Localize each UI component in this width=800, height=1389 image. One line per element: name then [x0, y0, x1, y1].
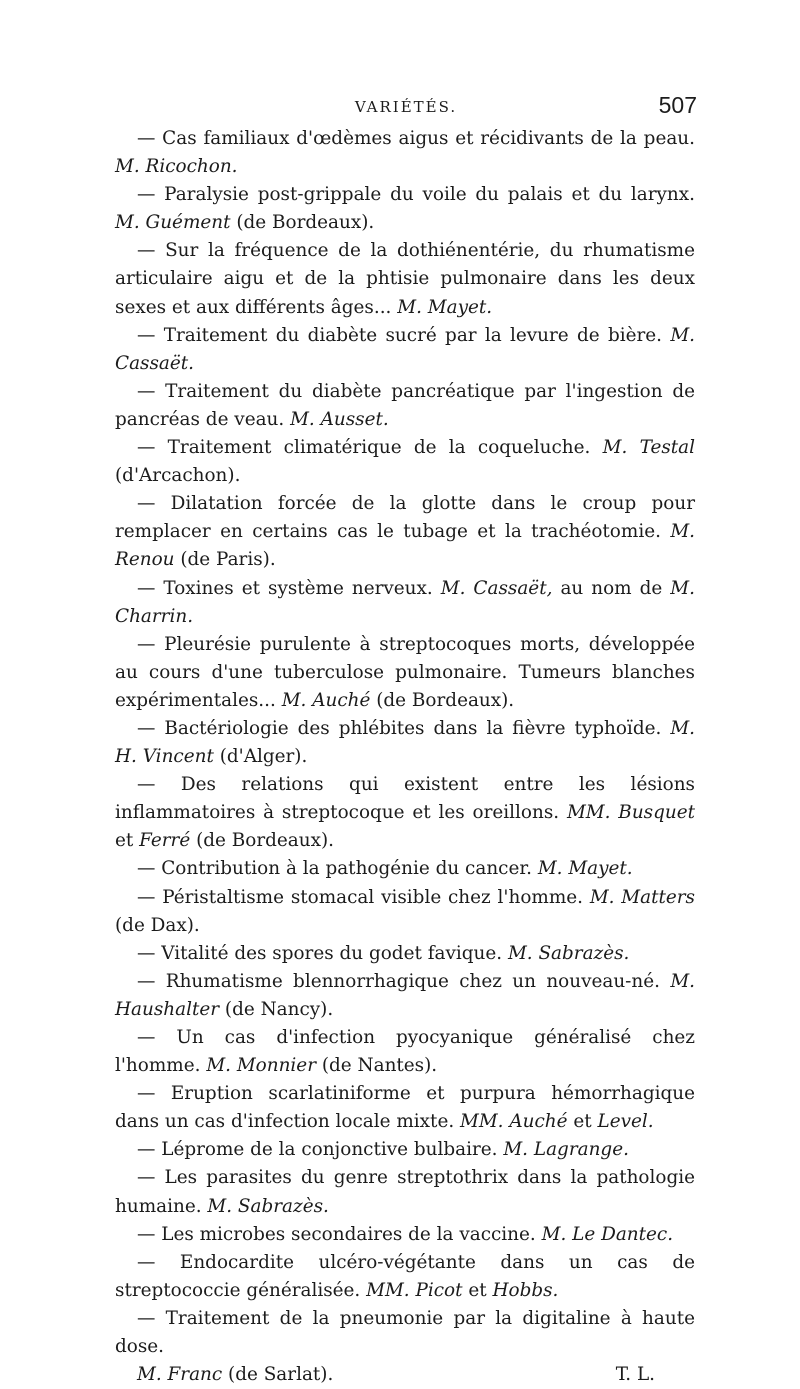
list-item: — Lépromе de la conjonctive bulbaire. M. Lagrange.	[137, 1139, 629, 1161]
list-item: — Contribution à la pathogénie du cancer. M. Mayet.	[137, 858, 633, 880]
list-item: — Paralysie post-grippale du voile du palais et du larynx. M. Guément (de Bordeaux).	[115, 184, 695, 234]
list-item: — Cas familiaux d'œdèmes aigus et récidivants de la peau. M. Ricochon.	[115, 128, 695, 178]
list-item: — Dilatation forcée de la glotte dans le croup pour remplacer en certains cas le tubage et la trachéotomie. M. Renou (de Paris).	[115, 493, 695, 571]
list-item: — Toxines et système nerveux. M. Cassaët, au nom de M. Charrin.	[115, 577, 695, 627]
list-item: — Endocardite ulcéro-végétante dans un cas de streptococcie généralisée. MM. Picot et Hobbs.	[115, 1251, 695, 1301]
list-item: — Traitement de la pneumonie par la digitaline à haute dose. M. Franc (de Sarlat). T. L.	[115, 1305, 695, 1389]
section-title: VARIÉTÉS.	[354, 98, 458, 116]
list-item: — Traitement du diabète pancréatique par l'ingestion de pancréas de veau. M. Ausset.	[115, 380, 695, 430]
list-item: — Rhumatisme blennorrhagique chez un nouveau-né. M. Haushalter (de Nancy).	[115, 970, 695, 1020]
list-item: — Sur la fréquence de la dothiénentérie, du rhumatisme articulaire aigu et de la phtisie pulmonaire dans les deux sexes et aux différents âges... M. Mayet.	[115, 240, 695, 318]
running-header	[115, 92, 697, 124]
list-item: — Eruption scarlatiniforme et purpura hémorrhagique dans un cas d'infection locale mixte. MM. Auché et Level.	[115, 1083, 695, 1133]
closing-line: M. Franc (de Sarlat). T. L.	[115, 1361, 695, 1389]
list-item: — Péristaltisme stomacal visible chez l'homme. M. Matters (de Dax).	[115, 886, 695, 936]
list-item: — Traitement du diabète sucré par la levure de bière. M. Cassaët.	[115, 324, 695, 374]
list-item: — Un cas d'infection pyocyanique généralisé chez l'homme. M. Monnier (de Nantes).	[115, 1027, 695, 1077]
list-item: — Bactériologie des phlébites dans la fièvre typhoïde. M. H. Vincent (d'Alger).	[115, 717, 695, 768]
list-item: — Traitement climatérique de la coqueluche. M. Testal (d'Arcachon).	[115, 437, 696, 487]
signature: T. L.	[615, 1364, 655, 1386]
list-item: — Les microbes secondaires de la vaccine. M. Le Dantec.	[137, 1223, 674, 1245]
list-item: — Pleurésie purulente à streptocoques morts, développée au cours d'une tuberculose pulmonaire. Tumeurs blanches expérimentales... M. Auché (de Bordeaux).	[115, 633, 695, 711]
list-item: — Les parasites du genre streptothrix dans la pathologie humaine. M. Sabrazès.	[115, 1167, 695, 1217]
list-item: — Vitalité des spores du godet favique. M. Sabrazès.	[137, 942, 630, 964]
list-item: — Des relations qui existent entre les lésions inflammatoires à streptocoque et les oreillons. MM. Busquet et Ferré (de Bordeaux).	[115, 774, 695, 852]
page-number: 507	[658, 92, 697, 118]
article-body	[115, 125, 695, 1389]
